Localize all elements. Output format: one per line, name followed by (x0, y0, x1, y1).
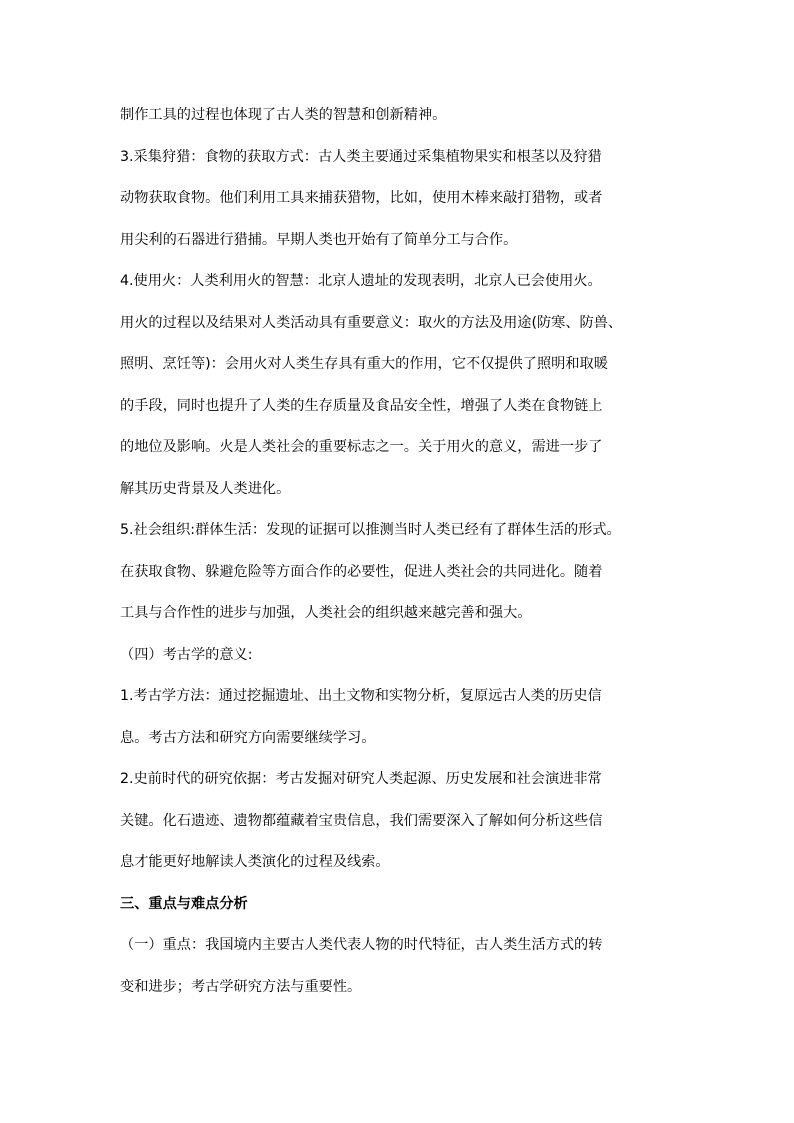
text-line: 4.使用火：人类利用火的智慧：北京人遗址的发现表明，北京人已会使用火。 (120, 273, 602, 289)
text-line: 的地位及影响。火是人类社会的重要标志之一。关于用火的意义，需进一步了 (120, 439, 603, 455)
text-line: 变和进步；考古学研究方法与重要性。 (120, 979, 362, 995)
text-line: 用火的过程以及结果对人类活动具有重要意义：取火的方法及用途(防寒、防兽、 (120, 315, 623, 331)
text-line: 工具与合作性的进步与加强，人类社会的组织越来越完善和强大。 (120, 605, 532, 621)
text-line: 的手段，同时也提升了人类的生存质量及食品安全性，增强了人类在食物链上 (120, 398, 603, 414)
chapter-heading: 三、重点与难点分析 (120, 896, 248, 912)
text-line: 息。考古方法和研究方向需要继续学习。 (120, 730, 376, 746)
text-line: 1.考古学方法：通过挖掘遗址、出土文物和实物分析，复原远古人类的历史信 (120, 688, 602, 704)
section-heading: （四）考古学的意义: (120, 647, 253, 663)
text-line: （一）重点：我国境内主要古人类代表人物的时代特征，古人类生活方式的转 (120, 937, 603, 953)
text-line: 动物获取食物。他们利用工具来捕获猎物，比如，使用木棒来敲打猎物，或者 (120, 190, 603, 206)
text-line: 用尖利的石器进行猎捕。早期人类也开始有了简单分工与合作。 (120, 232, 518, 248)
text-line: 在获取食物、躲避危险等方面合作的必要性，促进人类社会的共同进化。随着 (120, 564, 603, 580)
text-line: 解其历史背景及人类进化。 (120, 481, 291, 497)
text-line: 关键。化石遗迹、遗物都蕴藏着宝贵信息，我们需要深入了解如何分析这些信 (120, 813, 603, 829)
text-line: 3.采集狩猎：食物的获取方式：古人类主要通过采集植物果实和根茎以及狩猎 (120, 149, 602, 165)
text-line: 2.史前时代的研究依据：考古发掘对研究人类起源、历史发展和社会演进非常 (120, 771, 602, 787)
text-line: 照明、烹饪等)：会用火对人类生存具有重大的作用，它不仅提供了照明和取暖 (120, 356, 608, 372)
text-line: 5.社会组织:群体生活：发现的证据可以推测当时人类已经有了群体生活的形式。 (120, 522, 621, 538)
text-line: 息才能更好地解读人类演化的过程及线索。 (120, 854, 390, 870)
text-line: 制作工具的过程也体现了古人类的智慧和创新精神。 (120, 107, 447, 123)
